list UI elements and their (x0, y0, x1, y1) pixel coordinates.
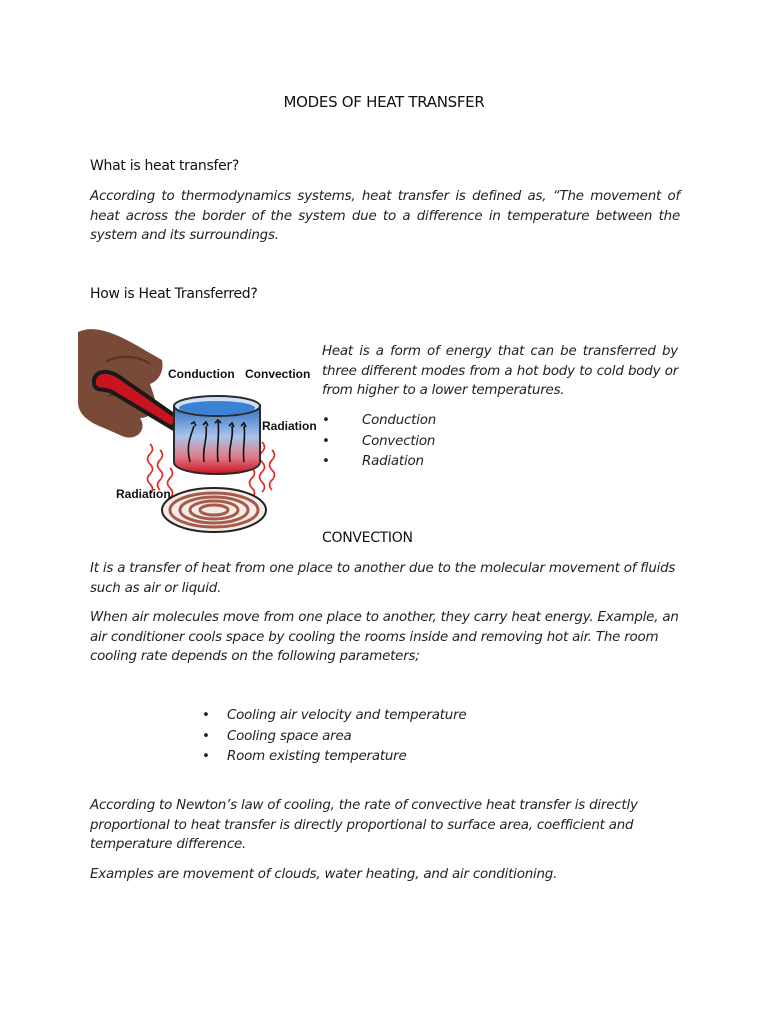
list-item: • Radiation (322, 452, 622, 473)
cooling-parameters-list (202, 706, 562, 768)
page-title: MODES OF HEAT TRANSFER (283, 93, 485, 111)
list-item: • Cooling air velocity and temperature (202, 706, 562, 727)
list-item: • Convection (322, 432, 622, 453)
section-heading-how-is-heat-transferred: How is Heat Transferred? (90, 286, 258, 302)
newtons-law-paragraph: According to Newton’s law of cooling, the rate of convective heat transfer is directly proportional to heat transfer is directly proportional to surface area, coefficient and temperature difference. (90, 798, 638, 852)
list-item: • Room existing temperature (202, 747, 562, 768)
figure-label-radiation-right: Radiation (262, 419, 317, 433)
section-heading-convection: CONVECTION (322, 530, 413, 546)
stove-coil-icon (162, 488, 266, 532)
bullet-icon: • (202, 728, 210, 744)
figure-label-convection: Convection (245, 367, 311, 381)
convection-example-paragraph: When air molecules move from one place to another, they carry heat energy. Example, an air conditioner cools space by cooling the rooms inside and removing hot air. The room cooling rate depends on the following parameters; (90, 610, 679, 664)
bullet-icon: • (202, 708, 210, 723)
convection-examples-paragraph: Examples are movement of clouds, water heating, and air conditioning. (90, 867, 558, 882)
bullet-icon: • (202, 749, 210, 764)
heat-modes-list (322, 411, 622, 473)
section-heading-what-is-heat-transfer: What is heat transfer? (90, 158, 239, 174)
bullet-icon: • (322, 433, 330, 449)
heat-transfer-definition-paragraph: According to thermodynamics systems, heat transfer is defined as, “The movement of heat across the border of the system due to a difference in temperature between the system and its surroundings. (90, 189, 680, 243)
list-item: • Cooling space area (202, 727, 562, 748)
figure-label-radiation-left: Radiation (116, 487, 171, 501)
bullet-icon: • (322, 413, 330, 428)
convection-definition-paragraph: It is a transfer of heat from one place to another due to the molecular movement of fluids such as air or liquid. (90, 561, 676, 596)
bullet-icon: • (322, 454, 330, 469)
list-item: • Conduction (322, 411, 622, 432)
heat-modes-intro-paragraph: Heat is a form of energy that can be transferred by three different modes from a hot body to cold body or from higher to a lower temperatures. (322, 344, 678, 398)
pot-icon (174, 396, 260, 474)
heat-transfer-illustration (78, 322, 317, 520)
figure-label-conduction: Conduction (168, 367, 235, 381)
